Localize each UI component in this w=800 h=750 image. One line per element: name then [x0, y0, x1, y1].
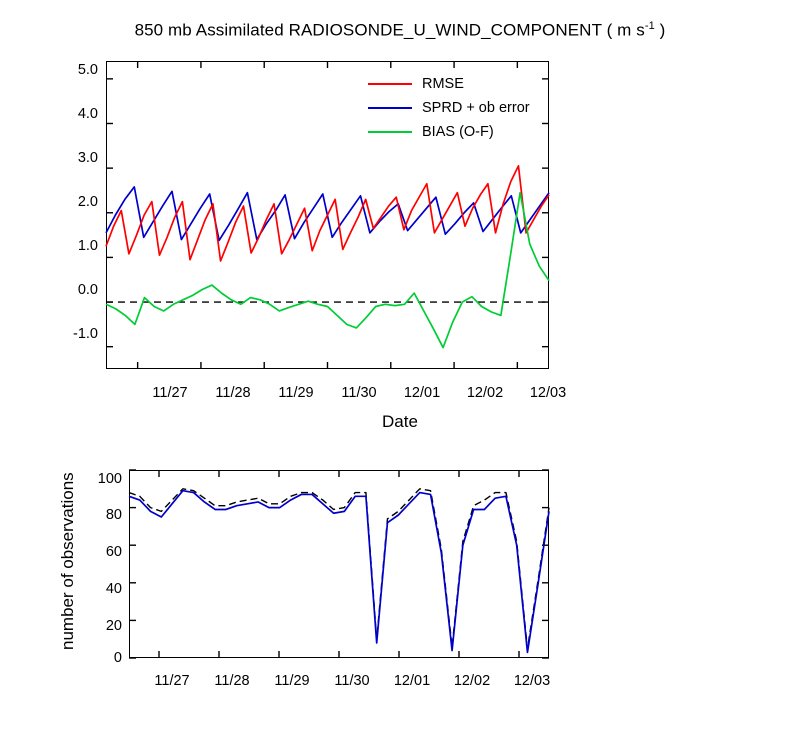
- bottom-xtick-1202: 12/02: [453, 673, 491, 689]
- legend-label-spread: SPRD + ob error: [422, 100, 530, 116]
- bottom-xtick-1127: 11/27: [154, 673, 190, 689]
- bottom-ytick-0: 0: [113, 650, 122, 666]
- top-xaxis-title: Date: [382, 412, 418, 431]
- legend-label-rmse: RMSE: [422, 76, 464, 92]
- bottom-ytick-40: 40: [105, 581, 122, 597]
- bottom-xtick-1130: 11/30: [334, 673, 370, 689]
- top-xtick-1130: 11/30: [341, 385, 377, 401]
- top-ytick-5: 5.0: [77, 62, 98, 78]
- bottom-ytick-20: 20: [105, 618, 122, 634]
- bottom-ytick-100: 100: [97, 471, 122, 487]
- bottom-xtick-1129: 11/29: [274, 673, 310, 689]
- top-xtick-1203: 12/03: [529, 385, 567, 401]
- bottom-xtick-1201: 12/01: [393, 673, 431, 689]
- top-xtick-1127: 11/27: [152, 385, 188, 401]
- top-ytick-2: 2.0: [77, 194, 98, 210]
- series-line-rmse: [106, 166, 549, 261]
- chart-title-exponent: -1: [644, 20, 655, 32]
- top-ytick-3: 3.0: [77, 150, 98, 166]
- chart-title-close: ): [654, 20, 666, 40]
- series-line-assimilated: [129, 491, 549, 653]
- chart-title-main: 850 mb Assimilated RADIOSONDE_U_WIND_COMPONENT ( m s: [134, 20, 645, 40]
- top-ytick-4: 4.0: [77, 106, 98, 122]
- top-ytick-1: 1.0: [77, 238, 98, 254]
- bottom-ytick-80: 80: [105, 507, 122, 523]
- bottom-yaxis-title: number of observations: [58, 472, 77, 650]
- top-xtick-1129: 11/29: [278, 385, 314, 401]
- top-ytick-neg1: -1.0: [73, 326, 98, 342]
- bottom-xtick-1203: 12/03: [513, 673, 551, 689]
- bottom-xtick-1128: 11/28: [214, 673, 250, 689]
- top-xtick-1202: 12/02: [466, 385, 504, 401]
- bottom-ytick-60: 60: [105, 544, 122, 560]
- legend-label-bias: BIAS (O-F): [422, 124, 494, 140]
- top-xtick-1201: 12/01: [403, 385, 441, 401]
- top-ytick-0: 0.0: [77, 282, 98, 298]
- top-xtick-1128: 11/28: [215, 385, 251, 401]
